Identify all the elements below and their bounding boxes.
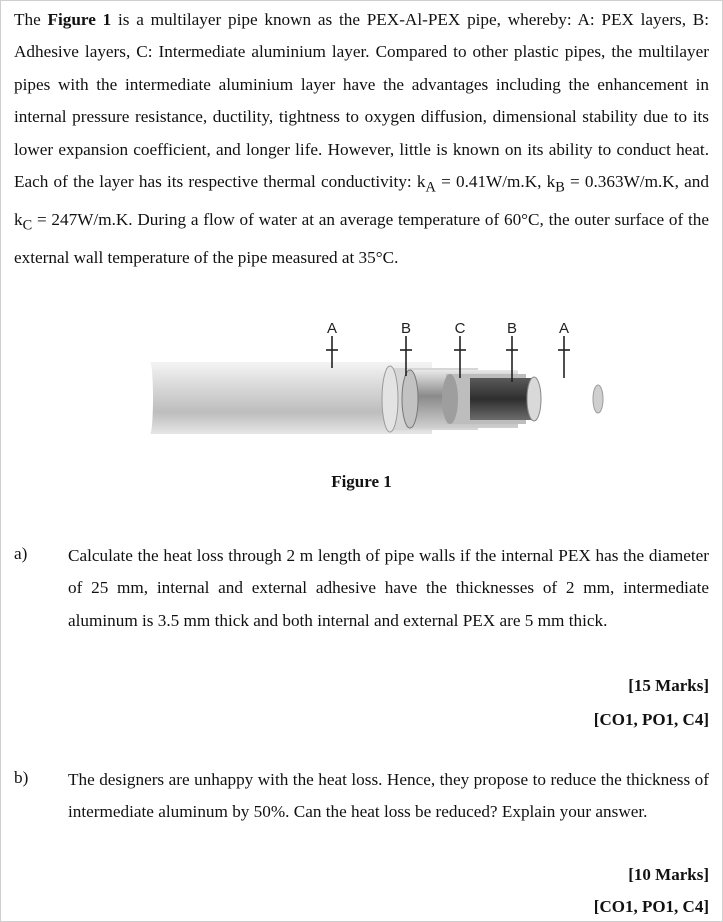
label-b-outer: B	[400, 320, 412, 337]
question-b-outcomes: [CO1, PO1, C4]	[593, 897, 709, 916]
pipe-figure	[150, 316, 610, 456]
question-b-text: The designers are unhappy with the heat loss. Hence, they propose to reduce the thickness of intermediate aluminum by 50%. Can the heat loss be reduced? Explain your answer.	[68, 770, 709, 822]
question-a-letter: a)	[14, 544, 28, 563]
question-b-letter: b)	[14, 768, 29, 787]
kb-symbol: $k_B$	[546, 172, 565, 196]
inner-pex-layer	[470, 378, 534, 420]
pipe-illustration	[150, 316, 610, 456]
question-a-text: Calculate the heat loss through 2 m length of pipe walls if the internal PEX has the diameter of 25 mm, internal and external adhesive have the thicknesses of 2 mm, intermediate aluminum is 3.5 mm thick and both internal and external PEX are 5 mm thick.	[68, 546, 709, 630]
kc-symbol: $k_C$	[14, 209, 33, 234]
label-b-inner: B	[506, 320, 518, 337]
label-c: C	[454, 320, 466, 337]
label-a-outer: A	[326, 320, 338, 337]
intro-paragraph: The Figure 1 is a multilayer pipe known as the PEX-Al-PEX pipe, whereby: A: PEX layers, B: Adhesive layers, C: Intermediate aluminium layer. Compared to other plastic pipes, the multilayer pipes with the intermediate aluminium layer have the advantages including the enhancement in internal pressure resistance, ductility, tightness to oxygen diffusion, dimensional stability due to its lower expansion coefficient, and longer life. However, little is known on its ability to conduct heat. Each of the layer has its respective thermal conductivity: $k_A = 0.41W/m.K$, $k_B = 0.363W/m.K$, and $k_C = 247W/m.K$. During a flow of water at an average temperature of 60°C, the outer surface of the external wall temperature of the pipe measured at 35°C.	[14, 10, 709, 267]
ka-symbol: $k_A$	[416, 172, 436, 196]
question-a-outcomes: [CO1, PO1, C4]	[593, 710, 709, 729]
figure-reference: Figure 1	[47, 10, 112, 29]
question-b-marks: [10 Marks]	[628, 865, 709, 884]
label-a-inner: A	[558, 320, 570, 337]
question-a-marks: [15 Marks]	[628, 676, 709, 695]
figure-caption: Figure 1	[331, 472, 392, 491]
